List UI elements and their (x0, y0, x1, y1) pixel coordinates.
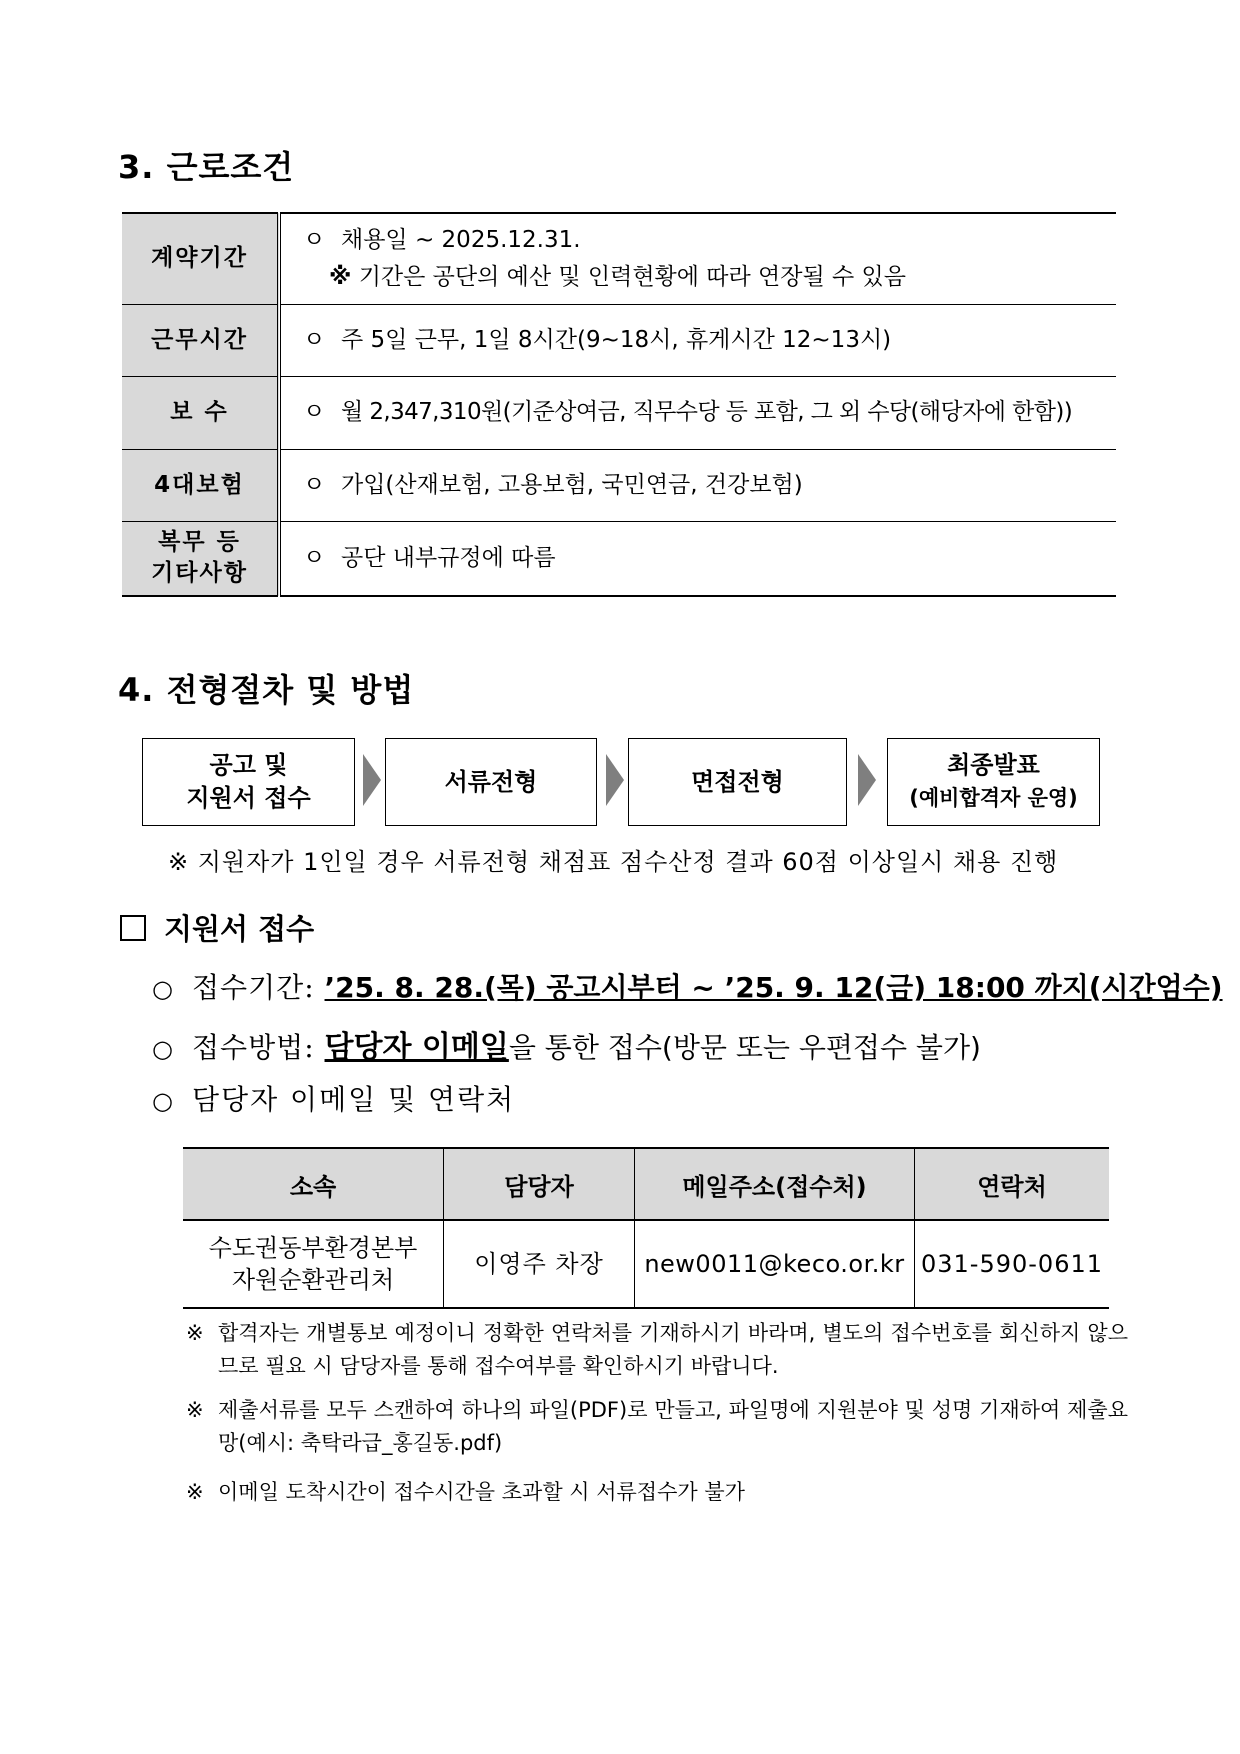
note-text: 제출서류를 모두 스캔하여 하나의 파일(PDF)로 만들고, 파일명에 지원분야 및 성명 기재하여 제출요망(예시: 축탁라급_홍길동.pdf) (218, 1398, 1128, 1455)
salary: 월 2,347,310원(기준상여금, 직무수당 등 포함, 그 외 수당(해당자에 한함)) (341, 399, 1073, 425)
other-matters: 공단 내부규정에 따름 (341, 544, 556, 571)
bullet: ㅇ (303, 399, 325, 425)
contact-table (183, 1147, 1109, 1309)
bullet: ㅇ (303, 544, 326, 571)
row-label-line2: 기타사항 (151, 560, 248, 587)
phone-cell: 031-590-0611 (915, 1220, 1110, 1308)
row-value (279, 376, 1116, 449)
table-row (122, 213, 1116, 304)
table-row (183, 1220, 1109, 1308)
application-method (152, 1022, 981, 1066)
email-link[interactable]: new0011@keco.or.kr (635, 1220, 915, 1308)
note-3 (186, 1476, 1128, 1509)
arrow-right-icon (858, 754, 876, 806)
header-phone: 연락처 (915, 1148, 1110, 1220)
row-value (279, 304, 1116, 376)
flow-note: ※ 지원자가 1인일 경우 서류전형 채점표 점수산정 결과 60점 이상일시 채용 진행 (168, 848, 1059, 876)
dept-line1: 수도권동부환경본부 (208, 1234, 418, 1262)
application-period (152, 966, 1223, 1006)
section3-title: 3. 근로조건 (118, 148, 295, 186)
step-announcement (142, 738, 355, 826)
note-mark: ※ (186, 1321, 204, 1345)
row-value (279, 213, 1116, 304)
contract-note: 기간은 공단의 예산 및 인력현황에 따라 연장될 수 있음 (358, 263, 906, 290)
circle-bullet-icon: ○ (152, 975, 173, 1003)
contact-label: 담당자 이메일 및 연락처 (192, 1083, 516, 1116)
circle-bullet-icon: ○ (152, 1035, 173, 1063)
section4-title: 4. 전형절차 및 방법 (118, 671, 415, 709)
bullet: ㅇ (303, 326, 326, 353)
row-label: 보 수 (122, 376, 279, 449)
period-label: 접수기간: (192, 971, 325, 1004)
working-hours: 주 5일 근무, 1일 8시간(9~18시, 휴게시간 12~13시) (341, 326, 892, 353)
row-value (279, 521, 1116, 596)
circle-bullet-icon: ○ (152, 1087, 173, 1115)
row-label-line1: 복무 등 (158, 529, 241, 556)
person-cell: 이영주 차장 (444, 1220, 635, 1308)
step-line2: 지원서 접수 (186, 784, 311, 812)
dept-cell (183, 1220, 444, 1308)
note-mark: ※ (329, 263, 352, 290)
row-label: 계약기간 (122, 213, 279, 304)
arrow-right-icon (606, 754, 624, 806)
header-dept: 소속 (183, 1148, 444, 1220)
header-person: 담당자 (444, 1148, 635, 1220)
method-rest: 을 통한 접수(방문 또는 우편접수 불가) (508, 1031, 981, 1064)
note-text: 이메일 도착시간이 접수시간을 초과할 시 서류접수가 불가 (218, 1480, 745, 1504)
table-row (122, 449, 1116, 521)
dept-line2: 자원순환관리처 (231, 1266, 395, 1294)
note-1 (186, 1317, 1128, 1383)
step-interview (628, 738, 847, 826)
step-document-screening (385, 738, 597, 826)
contact-info-label (152, 1078, 515, 1118)
method-label: 접수방법: (192, 1031, 325, 1064)
step-line1: 최종발표 (947, 751, 1040, 779)
period-value: ’25. 8. 28.(목) 공고시부터 ~ ’25. 9. 12(금) 18:00 까지(시간엄수) (324, 971, 1223, 1004)
note-mark: ※ (186, 1480, 204, 1504)
row-label: 근무시간 (122, 304, 279, 376)
insurance: 가입(산재보험, 고용보험, 국민연금, 건강보험) (341, 471, 803, 498)
step-line1: 서류전형 (444, 767, 538, 796)
table-row (122, 521, 1116, 596)
note-2 (186, 1394, 1128, 1460)
step-final-announcement (887, 738, 1100, 826)
checkbox-square-icon (120, 915, 146, 941)
row-label: 4대보험 (122, 449, 279, 521)
working-conditions-table (122, 212, 1116, 597)
row-label (122, 521, 279, 596)
step-line2: (예비합격자 운영) (909, 786, 1078, 810)
bullet: ㅇ (303, 471, 326, 498)
table-row (122, 376, 1116, 449)
contract-period: 채용일 ~ 2025.12.31. (341, 226, 581, 253)
step-line1: 면접전형 (691, 767, 784, 796)
note-text: 합격자는 개별통보 예정이니 정확한 연락처를 기재하시기 바라며, 별도의 접수번호를 회신하지 않으므로 필요 시 담당자를 통해 접수여부를 확인하시기 바랍니다. (218, 1321, 1128, 1378)
method-emphasis: 담당자 이메일 (324, 1030, 509, 1065)
application-heading (120, 907, 314, 948)
header-email: 메일주소(접수처) (635, 1148, 915, 1220)
table-row (122, 304, 1116, 376)
bullet: ㅇ (303, 226, 326, 253)
step-line1: 공고 및 (209, 751, 288, 779)
row-value (279, 449, 1116, 521)
application-heading-text: 지원서 접수 (164, 912, 315, 946)
table-header-row (183, 1148, 1109, 1220)
note-mark: ※ (186, 1398, 204, 1422)
arrow-right-icon (363, 754, 381, 806)
